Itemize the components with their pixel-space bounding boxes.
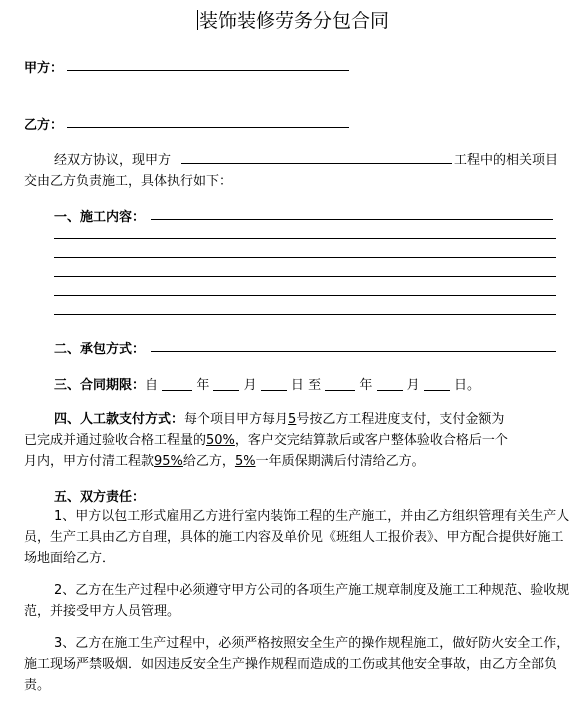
section4-line3	[24, 451, 572, 472]
intro-line2: 交由乙方负责施工，具体执行如下：	[24, 174, 233, 189]
section4-line1	[24, 409, 572, 430]
start-day-blank[interactable]	[261, 378, 287, 391]
section3-from: 自	[145, 378, 159, 393]
intro-part2: 工程中的相关项目	[454, 153, 559, 168]
section5-item2: 2、乙方在生产过程中必须遵守甲方公司的各项生产施工规章制度及施工工种规范、验收规范，并接受甲方人员管理。	[24, 583, 570, 619]
section4-paragraph	[24, 409, 572, 472]
section2-blank[interactable]	[151, 351, 556, 352]
section4-label: 四、人工款支付方式：	[54, 412, 185, 427]
section4-text2: 号按乙方工程进度支付，支付金额为	[296, 412, 505, 427]
end-month-blank[interactable]	[377, 378, 403, 391]
section4-text1: 每个项目甲方每月	[184, 412, 289, 427]
section1-blank-5[interactable]	[54, 295, 556, 296]
final-pct-value[interactable]: 95%	[154, 454, 183, 469]
section1-blank-6[interactable]	[54, 314, 556, 315]
section4-line2	[24, 430, 572, 451]
text-cursor	[197, 10, 198, 30]
section3-row	[54, 374, 480, 393]
section3-end: 日。	[453, 378, 480, 393]
section5-label: 五、双方责任：	[54, 490, 146, 505]
party-a-label: 甲方：	[24, 61, 64, 76]
section1-blank-4[interactable]	[54, 276, 556, 277]
section2-label: 二、承包方式：	[54, 342, 146, 357]
section3-year-1: 年	[196, 378, 210, 393]
intro-part1: 经双方协议，现甲方	[54, 153, 172, 168]
section5-item1: 1、甲方以包工形式雇用乙方进行室内装饰工程的生产施工，并由乙方组织管理有关生产人员，生产工具由乙方自理，具体的施工内容及单价见《班组人工报价表》、甲方配合提供好施工场地面给乙方．	[24, 509, 570, 566]
section3-year-2: 年	[359, 378, 373, 393]
party-b-blank[interactable]	[67, 127, 349, 128]
section4-text6: 给乙方，	[182, 454, 235, 469]
section4-text4: ，客户交完结算款后或客户整体验收合格后一个	[234, 433, 508, 448]
end-year-blank[interactable]	[325, 378, 355, 391]
section4-text7: 一年质保期满后付清给乙方。	[255, 454, 425, 469]
document-title-text: 装饰装修劳务分包合同	[198, 10, 389, 32]
section1-blank-1[interactable]	[151, 219, 553, 220]
start-year-blank[interactable]	[162, 378, 192, 391]
end-day-blank[interactable]	[424, 378, 450, 391]
document-title	[0, 6, 586, 33]
section4-text3: 已完成并通过验收合格工程量的	[24, 433, 207, 448]
section1-blank-2[interactable]	[54, 238, 556, 239]
section3-day-1: 日	[290, 378, 304, 393]
section3-month-1: 月	[243, 378, 257, 393]
section5-item3: 3、乙方在施工生产过程中，必须严格按照安全生产的操作规程施工，做好防火安全工作，施工现场严禁吸烟．如因违反安全生产操作规程而造成的工伤或其他安全事故，由乙方全部负责。	[24, 636, 570, 693]
section4-text5: 月内，甲方付清工程款	[24, 454, 155, 469]
section3-to: 至	[308, 378, 322, 393]
retention-pct-value[interactable]: 5%	[234, 454, 256, 469]
party-b-label: 乙方：	[24, 118, 64, 133]
section1-label: 一、施工内容：	[54, 210, 146, 225]
party-a-blank[interactable]	[67, 70, 349, 71]
section1-blank-3[interactable]	[54, 257, 556, 258]
project-name-blank[interactable]	[181, 163, 452, 164]
start-month-blank[interactable]	[213, 378, 239, 391]
section3-label: 三、合同期限：	[54, 378, 146, 393]
payment-day-value[interactable]: 5	[288, 412, 297, 427]
section3-month-2: 月	[406, 378, 420, 393]
progress-pct-value[interactable]: 50%	[206, 433, 235, 448]
